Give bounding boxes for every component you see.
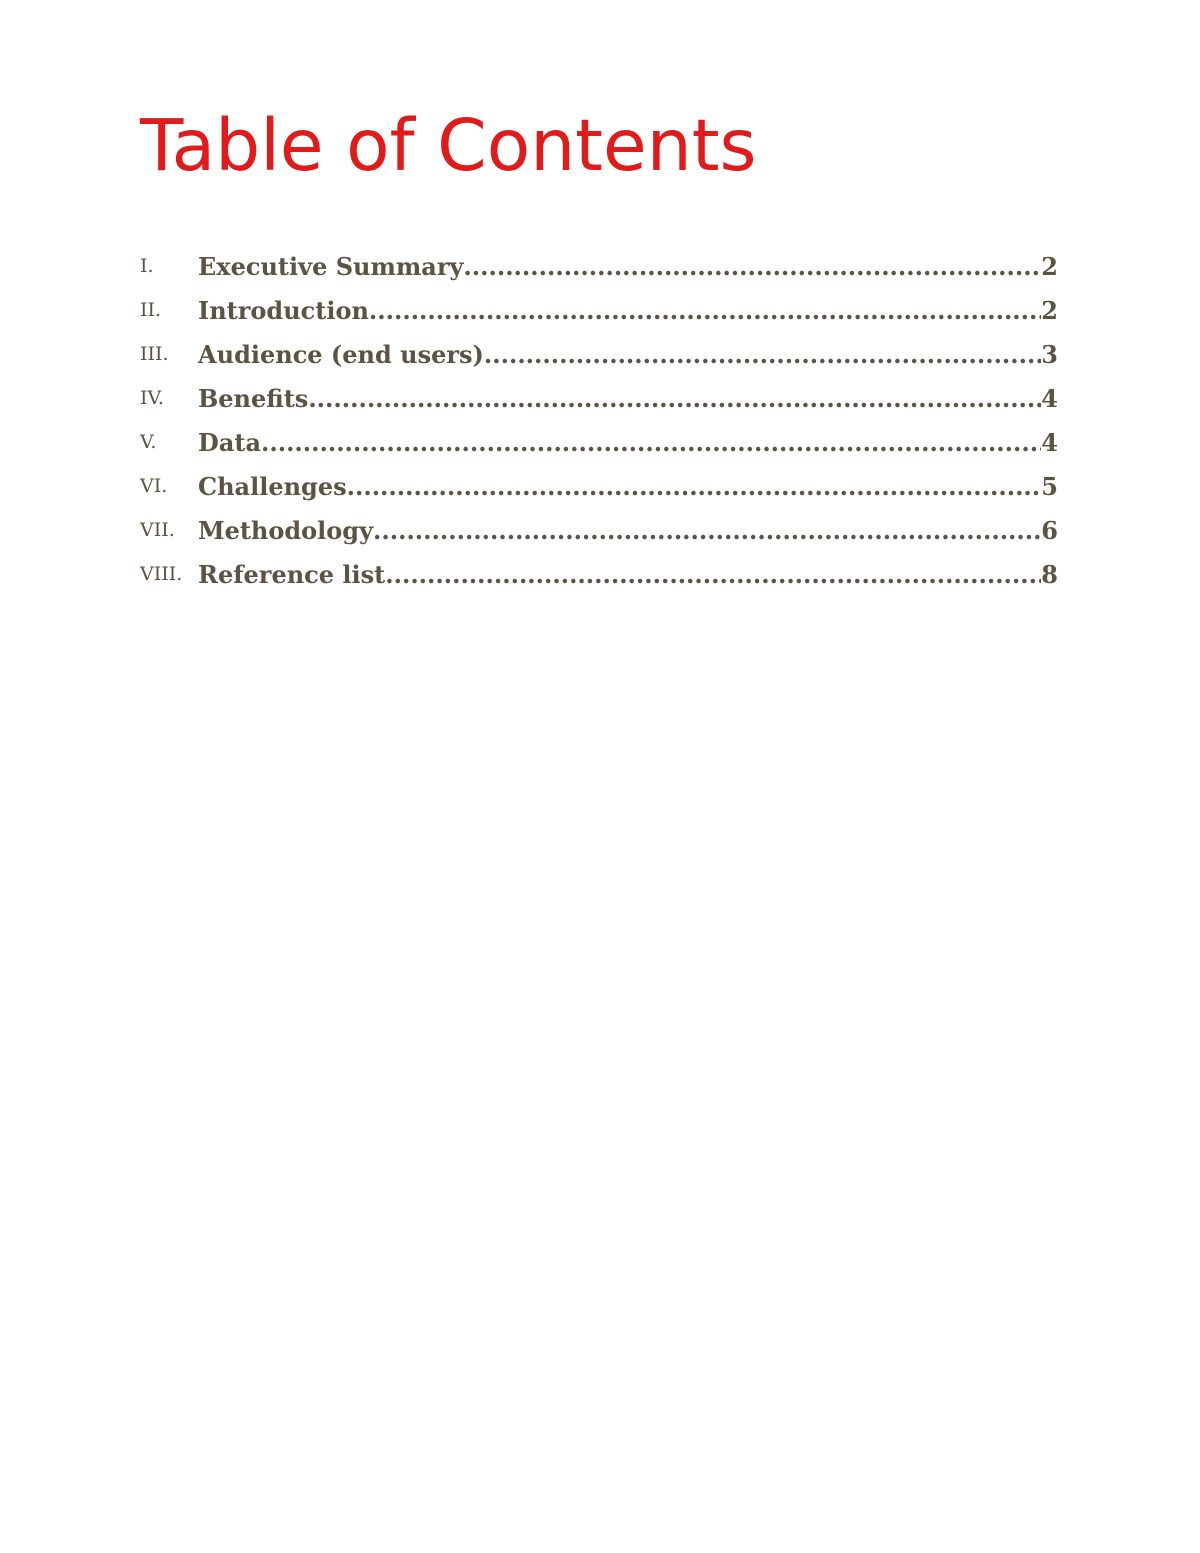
toc-entry-benefits[interactable] (140, 376, 1058, 420)
toc-entry-numeral: VIII. (140, 563, 183, 585)
toc-entry-numeral: V. (140, 431, 157, 453)
toc-entry-introduction[interactable] (140, 288, 1058, 332)
toc-entry-methodology[interactable] (140, 508, 1058, 552)
toc-entry-page-number: 3 (1041, 339, 1058, 369)
toc-title: Table of Contents (140, 104, 757, 187)
toc-entry-numeral: VII. (140, 519, 175, 541)
toc-entry-numeral: I. (140, 255, 154, 277)
toc-list (140, 244, 1058, 596)
toc-entry-label: Challenges (198, 471, 347, 501)
toc-entry-page-number: 4 (1041, 427, 1058, 457)
toc-entry-page-number: 4 (1041, 383, 1058, 413)
toc-dot-leader (347, 472, 1042, 501)
toc-entry-numeral: II. (140, 299, 162, 321)
toc-entry-challenges[interactable] (140, 464, 1058, 508)
toc-entry-label: Reference list (198, 559, 386, 589)
toc-entry-page-number: 6 (1041, 515, 1058, 545)
toc-entry-data[interactable] (140, 420, 1058, 464)
toc-entry-page-number: 2 (1041, 295, 1058, 325)
toc-entry-executive-summary[interactable] (140, 244, 1058, 288)
toc-entry-label: Audience (end users) (198, 339, 484, 369)
toc-dot-leader (369, 296, 1041, 325)
toc-dot-leader (484, 340, 1041, 369)
toc-dot-leader (261, 428, 1041, 457)
toc-entry-numeral: IV. (140, 387, 164, 409)
toc-entry-numeral: VI. (140, 475, 168, 497)
toc-entry-label: Data (198, 427, 261, 457)
toc-entry-page-number: 8 (1041, 559, 1058, 589)
toc-entry-audience[interactable] (140, 332, 1058, 376)
toc-entry-label: Methodology (198, 515, 374, 545)
toc-entry-label: Introduction (198, 295, 369, 325)
toc-entry-page-number: 5 (1041, 471, 1058, 501)
toc-dot-leader (308, 384, 1041, 413)
toc-entry-numeral: III. (140, 343, 169, 365)
toc-entry-label: Benefits (198, 383, 309, 413)
toc-entry-label: Executive Summary (198, 251, 464, 281)
toc-dot-leader (385, 560, 1041, 589)
toc-dot-leader (463, 252, 1041, 281)
toc-entry-page-number: 2 (1041, 251, 1058, 281)
toc-dot-leader (373, 516, 1041, 545)
toc-entry-reference-list[interactable] (140, 552, 1058, 596)
